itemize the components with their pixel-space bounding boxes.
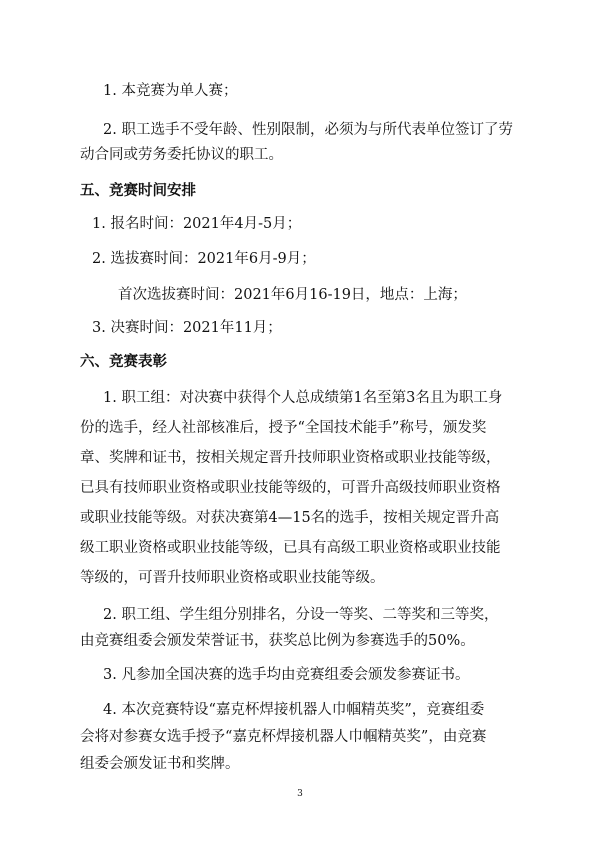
rule-1-single-player: 1. 本竞赛为单人赛； bbox=[103, 83, 238, 99]
schedule-first-selection: 首次选拔赛时间：2021年6月16-19日，地点：上海； bbox=[118, 287, 467, 303]
award-1-line-2: 份的选手，经人社部核准后，授予“全国技术能手”称号，颁发奖 bbox=[80, 420, 487, 436]
award-2-line-2: 由竞赛组委会颁发荣誉证书，获奖总比例为参赛选手的50%。 bbox=[80, 633, 475, 649]
award-1-line-3: 章、奖牌和证书，按相关规定晋升技师职业资格或职业技能等级， bbox=[80, 450, 501, 466]
schedule-final: 3. 决赛时间：2021年11月； bbox=[92, 320, 282, 336]
award-1-line-4: 已具有技师职业资格或职业技能等级的，可晋升高级技师职业资格 bbox=[80, 480, 501, 496]
award-3: 3. 凡参加全国决赛的选手均由竞赛组委会颁发参赛证书。 bbox=[103, 667, 470, 683]
award-4-line-2: 会将对参赛女选手授予“嘉克杯焊接机器人巾帼精英奖”，由竞赛 bbox=[80, 729, 487, 745]
page-number: 3 bbox=[297, 789, 303, 799]
section-heading-awards: 六、竞赛表彰 bbox=[80, 353, 167, 370]
award-1-line-5: 或职业技能等级。对获决赛第4—15名的选手，按相关规定晋升高 bbox=[80, 510, 500, 526]
award-1-line-6: 级工职业资格或职业技能等级，已具有高级工职业资格或职业技能 bbox=[80, 540, 501, 556]
schedule-selection: 2. 选拔赛时间：2021年6月-9月； bbox=[92, 251, 316, 267]
award-1-line-1: 1. 职工组：对决赛中获得个人总成绩第1名至第3名且为职工身 bbox=[103, 390, 503, 406]
award-2-line-1: 2. 职工组、学生组分别排名，分设一等奖、二等奖和三等奖， bbox=[103, 607, 499, 623]
rule-2-eligibility: 2. 职工选手不受年龄、性别限制，必须为与所代表单位签订了劳 bbox=[103, 122, 513, 138]
award-1-line-7: 等级的，可晋升技师职业资格或职业技能等级。 bbox=[80, 570, 385, 586]
section-heading-schedule: 五、竞赛时间安排 bbox=[80, 182, 196, 199]
award-4-line-3: 组委会颁发证书和奖牌。 bbox=[80, 756, 240, 772]
award-4-line-1: 4. 本次竞赛特设“嘉克杯焊接机器人巾帼精英奖”，竞赛组委 bbox=[103, 702, 485, 718]
rule-2-eligibility-cont: 动合同或劳务委托协议的职工。 bbox=[80, 147, 283, 163]
schedule-registration: 1. 报名时间：2021年4月-5月； bbox=[92, 216, 302, 232]
